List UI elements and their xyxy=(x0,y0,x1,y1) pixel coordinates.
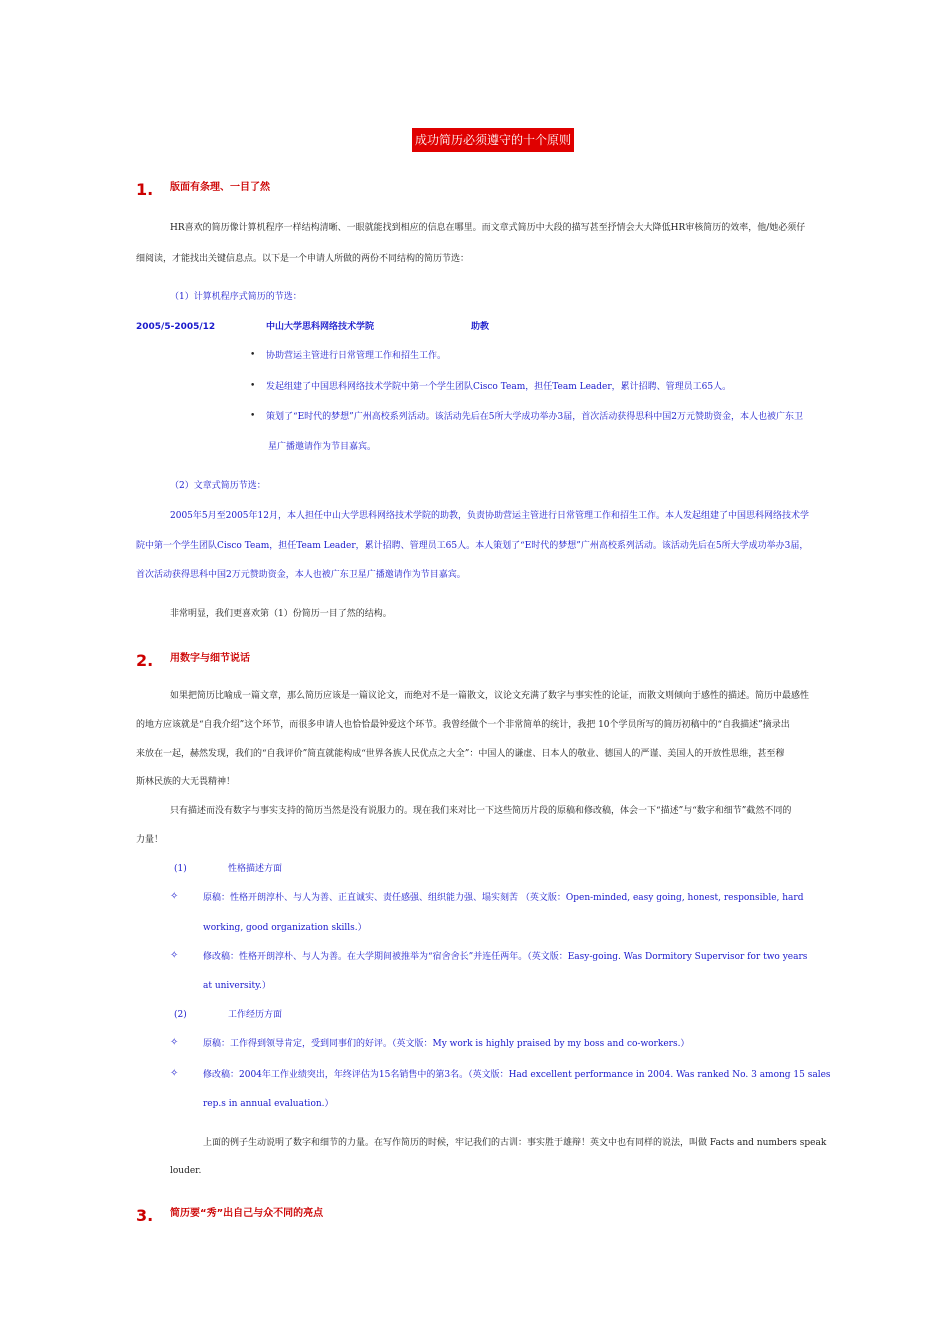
job-date: 2005/5-2005/12 xyxy=(136,322,216,332)
essay-line-1: 2005年5月至2005年12月，本人担任中山大学思科网络技术学院的助教，负责协助营运主管进行日常管理工作和招生工作。本人发起组建了中国思科网络技术学 xyxy=(170,511,809,521)
section-3-number: 3. xyxy=(136,1206,154,1225)
section-1-para-line-2: 细阅读，才能找出关键信息点。以下是一个申请人所做的两份不同结构的简历节选： xyxy=(136,254,470,264)
diamond-bullet-icon: ✧ xyxy=(170,1068,179,1079)
section-2-number: 2. xyxy=(136,651,154,670)
bullet-dot: • xyxy=(250,350,256,360)
section-3-heading: 简历要“秀”出自己与众不同的亮点 xyxy=(170,1208,324,1219)
section-1-heading: 版面有条理、一目了然 xyxy=(170,182,270,193)
group-1-revised-line-1: 修改稿：性格开朗淳朴、与人为善。在大学期间被推举为“宿舍舍长”并连任两年。（英文版：Easy-going. Was Dormitory Supervisor for two years xyxy=(203,952,808,962)
group-1-revised-line-2: at university.） xyxy=(203,981,271,991)
section-1-conclusion: 非常明显，我们更喜欢第（1）份简历一目了然的结构。 xyxy=(170,609,392,619)
diamond-bullet-icon: ✧ xyxy=(170,950,179,961)
group-1-label: 性格描述方面 xyxy=(228,864,283,874)
bullet-dot: • xyxy=(250,411,256,421)
diamond-bullet-icon: ✧ xyxy=(170,891,179,902)
group-1-original-line-1: 原稿：性格开朗淳朴、与人为善、正直诚实、责任感强、组织能力强、塌实刻苦 （英文版：Open-minded, easy going, honest, responsible, hard xyxy=(203,893,804,903)
example-1-label: （1）计算机程序式简历的节选： xyxy=(170,292,302,302)
diamond-bullet-icon: ✧ xyxy=(170,1037,179,1048)
section-1-number: 1. xyxy=(136,180,154,199)
group-2-revised-line-2: rep.s in annual evaluation.） xyxy=(203,1099,334,1109)
group-1-number: (1) xyxy=(174,864,187,874)
bullet-item-3-cont: 星广播邀请作为节目嘉宾。 xyxy=(268,442,377,452)
essay-line-3: 首次活动获得思科中国2万元赞助资金，本人也被广东卫星广播邀请作为节目嘉宾。 xyxy=(136,570,466,580)
bullet-item-3: 策划了“E时代的梦想”广州高校系列活动。该活动先后在5所大学成功举办3届，首次活动获得思科中国2万元赞助资金，本人也被广东卫 xyxy=(266,412,803,422)
section-2-para-1-line-3: 来放在一起，赫然发现，我们的“自我评价”简直就能构成“世界各族人民优点之大全”：中国人的谦虚、日本人的敬业、德国人的严谨、美国人的开放性思维，甚至穆 xyxy=(136,749,785,759)
section-2-para-3-line-2: louder. xyxy=(170,1166,202,1176)
job-role: 助教 xyxy=(471,322,490,332)
section-2-para-1-line-4: 斯林民族的大无畏精神！ xyxy=(136,777,236,787)
job-org: 中山大学思科网络技术学院 xyxy=(266,322,375,332)
section-2-para-1-line-1: 如果把简历比喻成一篇文章，那么简历应该是一篇议论文，而绝对不是一篇散文，议论文充满了数字与事实性的论证，而散文则倾向于感性的描述。简历中最感性 xyxy=(170,691,810,701)
section-2-para-2-line-2: 力量！ xyxy=(136,835,164,845)
section-1-para-line-1: HR喜欢的简历像计算机程序一样结构清晰、一眼就能找到相应的信息在哪里。而文章式简历中大段的描写甚至抒情会大大降低HR审核简历的效率，他/她必须仔 xyxy=(170,223,806,233)
section-2-para-2-line-1: 只有描述而没有数字与事实支持的简历当然是没有说服力的。现在我们来对比一下这些简历片段的原稿和修改稿，体会一下“描述”与“数字和细节”截然不同的 xyxy=(170,806,792,816)
bullet-item-2: 发起组建了中国思科网络技术学院中第一个学生团队Cisco Team，担任Team Leader，累计招聘、管理员工65人。 xyxy=(266,382,732,392)
section-2-para-1-line-2: 的地方应该就是“自我介绍”这个环节，而很多申请人也恰恰最钟爱这个环节。我曾经做个一个非常简单的统计，我把 10个学员所写的简历初稿中的“自我描述”摘录出 xyxy=(136,720,790,730)
section-2-para-3-line-1: 上面的例子生动说明了数字和细节的力量。在写作简历的时候，牢记我们的古训：事实胜于雄辩！英文中也有同样的说法，叫做 Facts and numbers speak xyxy=(203,1138,827,1148)
group-2-original-line-1: 原稿：工作得到领导肯定，受到同事们的好评。（英文版：My work is highly praised by my boss and co-workers.） xyxy=(203,1039,690,1049)
page-title: 成功简历必须遵守的十个原则 xyxy=(412,128,574,152)
essay-line-2: 院中第一个学生团队Cisco Team，担任Team Leader，累计招聘、管理员工65人。本人策划了“E时代的梦想”广州高校系列活动。该活动先后在5所大学成功举办3届， xyxy=(136,541,809,551)
bullet-item-1: 协助营运主管进行日常管理工作和招生工作。 xyxy=(266,351,447,361)
bullet-dot: • xyxy=(250,381,256,391)
group-2-revised-line-1: 修改稿：2004年工作业绩突出，年终评估为15名销售中的第3名。（英文版：Had excellent performance in 2004. Was ranked No. 3 among 15 sales xyxy=(203,1070,831,1080)
section-2-heading: 用数字与细节说话 xyxy=(170,653,250,664)
group-2-label: 工作经历方面 xyxy=(228,1010,283,1020)
group-1-original-line-2: working, good organization skills.） xyxy=(203,923,367,933)
example-2-label: （2）文章式简历节选： xyxy=(170,481,266,491)
group-2-number: (2) xyxy=(174,1010,187,1020)
